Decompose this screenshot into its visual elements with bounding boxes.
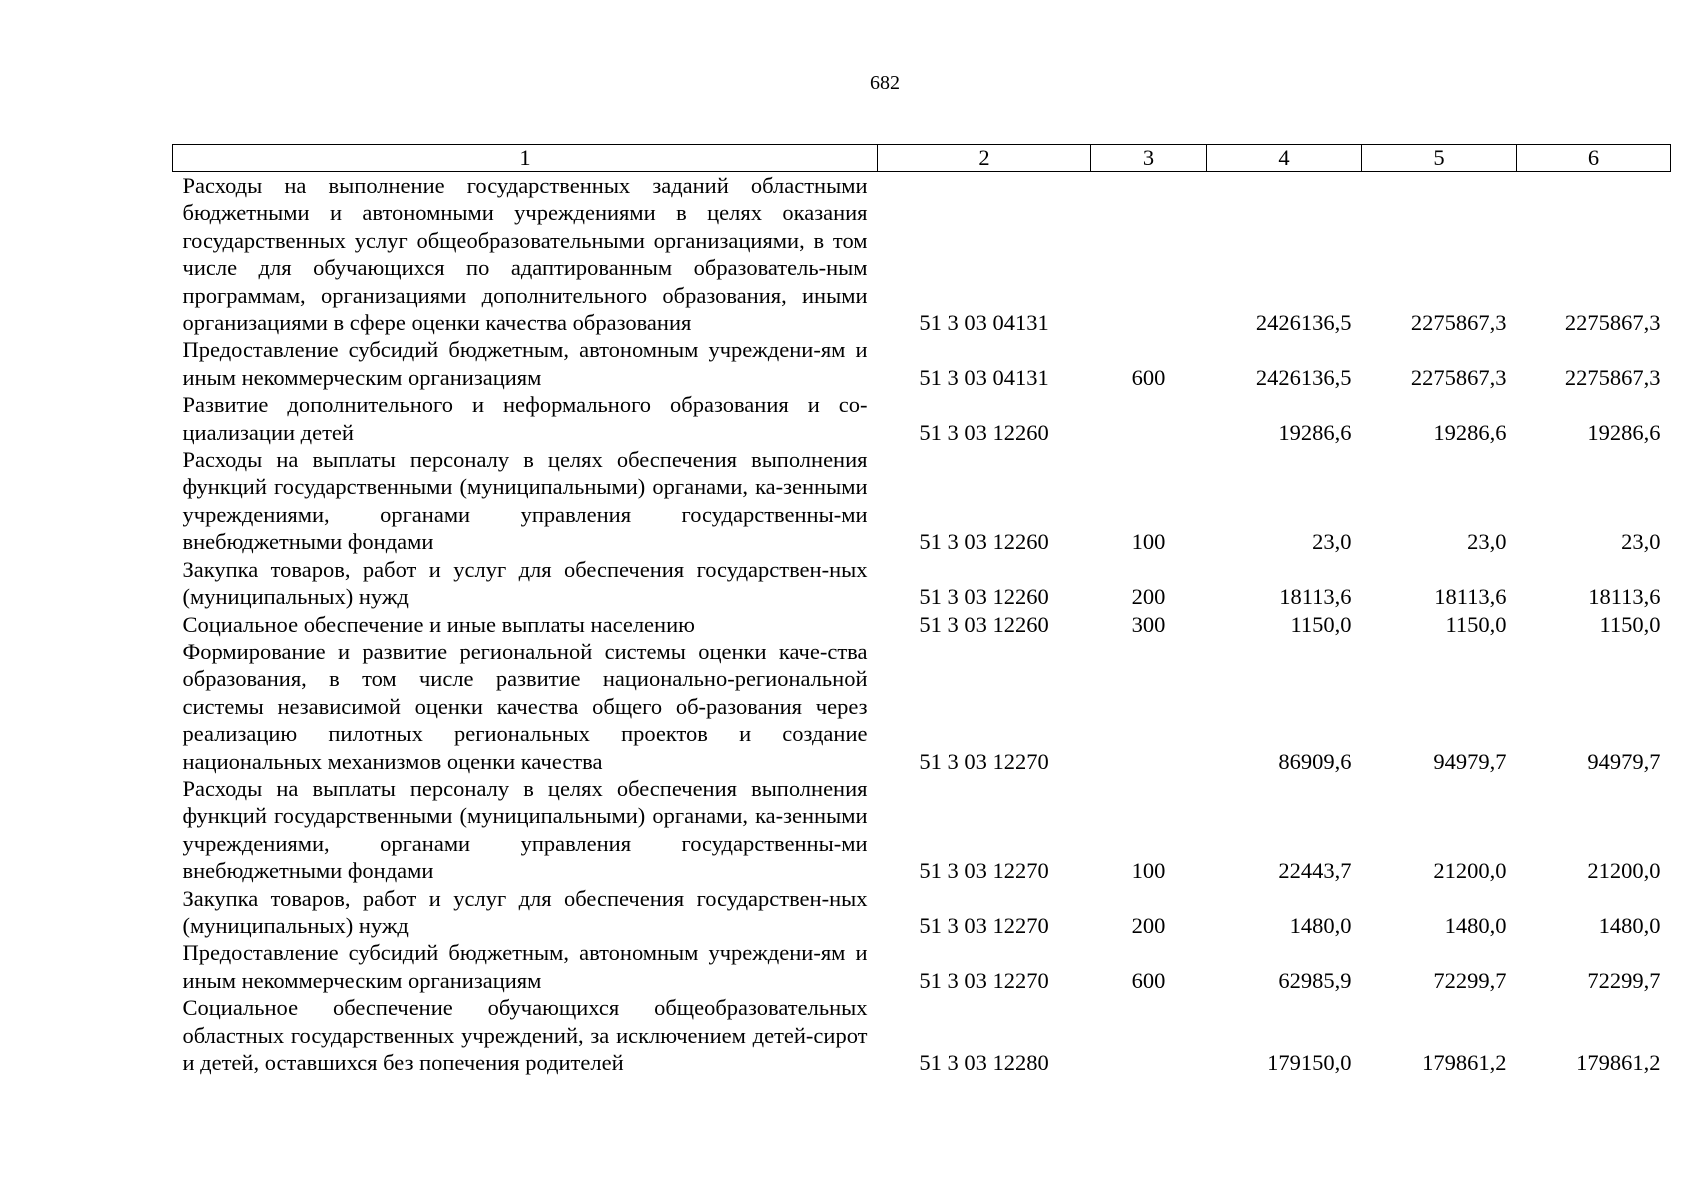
row-target-code: 51 3 03 04131 xyxy=(919,310,1049,336)
row-expense-type xyxy=(1091,638,1207,775)
budget-table xyxy=(172,144,1671,1076)
table-row xyxy=(173,611,1671,638)
row-amount-col5: 179861,2 xyxy=(1422,1050,1507,1075)
row-amount-col4: 2426136,5 xyxy=(1255,310,1352,336)
table-row xyxy=(173,446,1671,556)
table-header-row xyxy=(173,145,1671,172)
row-amount-col6: 2275867,3 xyxy=(1564,310,1661,336)
column-header: 2 xyxy=(878,145,1091,172)
row-amount-col5: 1150,0 xyxy=(1445,611,1507,637)
row-amount-col6: 94979,7 xyxy=(1587,748,1661,774)
row-amount-col5: 2275867,3 xyxy=(1410,364,1507,390)
row-target-code: 51 3 03 12260 xyxy=(919,529,1049,555)
row-amount-col6: 21200,0 xyxy=(1587,858,1661,884)
row-expense-type: 600 xyxy=(1131,364,1166,390)
row-description: Развитие дополнительного и неформального образования и со-циализации детей xyxy=(182,392,868,445)
row-target-code: 51 3 03 12270 xyxy=(919,748,1049,774)
row-target-code: 51 3 03 12260 xyxy=(919,419,1049,445)
row-expense-type: 600 xyxy=(1131,967,1166,993)
row-amount-col4: 62985,9 xyxy=(1278,967,1352,993)
row-description: Закупка товаров, работ и услуг для обеспечения государствен-ных (муниципальных) нужд xyxy=(182,885,868,938)
row-amount-col6: 1480,0 xyxy=(1598,912,1661,938)
column-header: 1 xyxy=(173,145,878,172)
row-description: Предоставление субсидий бюджетным, автономным учреждени-ям и иным некоммерческим организациям xyxy=(182,337,868,390)
row-amount-col5: 23,0 xyxy=(1467,529,1507,555)
row-description: Расходы на выплаты персоналу в целях обеспечения выполнения функций государственными (муниципальными) органами, ка-зенными учреждениями, органами управления государственны-ми внебюджетными фондами xyxy=(182,447,868,555)
row-amount-col5: 1480,0 xyxy=(1444,912,1507,938)
row-amount-col4: 179150,0 xyxy=(1267,1050,1352,1075)
row-amount-col4: 22443,7 xyxy=(1278,858,1352,884)
column-header: 6 xyxy=(1517,145,1671,172)
row-expense-type: 200 xyxy=(1131,912,1166,938)
row-expense-type: 100 xyxy=(1131,858,1166,884)
row-description: Социальное обеспечение обучающихся общеобразовательных областных государственных учреждений, за исключением детей-сирот и детей, оставшихся без попечения родителей xyxy=(182,995,868,1075)
row-expense-type xyxy=(1091,172,1207,337)
row-description: Закупка товаров, работ и услуг для обеспечения государствен-ных (муниципальных) нужд xyxy=(182,556,868,610)
row-amount-col5: 19286,6 xyxy=(1433,419,1507,445)
page-number: 682 xyxy=(870,72,900,94)
row-amount-col6: 23,0 xyxy=(1621,529,1661,555)
table-body xyxy=(173,172,1671,1077)
row-expense-type: 200 xyxy=(1131,584,1166,610)
row-amount-col6: 1150,0 xyxy=(1599,611,1661,637)
column-header: 5 xyxy=(1362,145,1517,172)
row-amount-col4: 19286,6 xyxy=(1278,419,1352,445)
row-description: Формирование и развитие региональной системы оценки каче-ства образования, в том числе развитие национально-региональной системы независимой оценки качества общего об-разования через реализацию пилотных региональных проектов и создание национальных механизмов оценки качества xyxy=(182,638,868,774)
row-amount-col5: 2275867,3 xyxy=(1410,310,1507,336)
row-amount-col4: 1480,0 xyxy=(1289,912,1352,938)
row-amount-col4: 1150,0 xyxy=(1290,611,1352,637)
row-target-code: 51 3 03 12270 xyxy=(919,967,1049,993)
row-amount-col5: 72299,7 xyxy=(1433,967,1507,993)
table-row xyxy=(173,885,1671,940)
table-row xyxy=(173,775,1671,885)
table-row xyxy=(173,638,1671,775)
row-target-code: 51 3 03 12260 xyxy=(919,611,1049,637)
column-header: 3 xyxy=(1091,145,1207,172)
row-expense-type xyxy=(1091,391,1207,446)
row-amount-col5: 94979,7 xyxy=(1433,748,1507,774)
row-amount-col6: 19286,6 xyxy=(1587,419,1661,445)
column-header: 4 xyxy=(1207,145,1362,172)
row-amount-col4: 18113,6 xyxy=(1279,584,1352,610)
table-row xyxy=(173,172,1671,337)
row-expense-type: 100 xyxy=(1131,529,1166,555)
row-description: Расходы на выполнение государственных заданий областными бюджетными и автономными учреждениями в целях оказания государственных услуг общеобразовательными организациями, в том числе для обучающихся по адаптированным образователь-ным программам, организациями дополнительного образования, иными организациями в сфере оценки качества образования xyxy=(182,173,868,336)
row-target-code: 51 3 03 12260 xyxy=(919,584,1049,610)
row-target-code: 51 3 03 12270 xyxy=(919,858,1049,884)
row-amount-col6: 179861,2 xyxy=(1576,1050,1661,1075)
row-description: Расходы на выплаты персоналу в целях обеспечения выполнения функций государственными (муниципальными) органами, ка-зенными учреждениями, органами управления государственны-ми внебюджетными фондами xyxy=(182,775,868,884)
row-expense-type: 300 xyxy=(1131,611,1166,637)
row-description: Социальное обеспечение и иные выплаты населению xyxy=(182,611,695,637)
table-row xyxy=(173,336,1671,391)
table-row xyxy=(173,939,1671,994)
row-target-code: 51 3 03 12280 xyxy=(919,1050,1049,1075)
row-amount-col4: 86909,6 xyxy=(1278,748,1352,774)
row-amount-col6: 2275867,3 xyxy=(1564,364,1661,390)
table-row xyxy=(173,994,1671,1076)
row-amount-col5: 21200,0 xyxy=(1433,858,1507,884)
row-amount-col6: 18113,6 xyxy=(1588,584,1661,610)
row-expense-type xyxy=(1091,994,1207,1076)
row-amount-col4: 2426136,5 xyxy=(1255,364,1352,390)
row-amount-col5: 18113,6 xyxy=(1434,584,1507,610)
row-target-code: 51 3 03 04131 xyxy=(919,364,1049,390)
row-amount-col4: 23,0 xyxy=(1312,529,1352,555)
row-target-code: 51 3 03 12270 xyxy=(919,912,1049,938)
row-description: Предоставление субсидий бюджетным, автономным учреждени-ям и иным некоммерческим организациям xyxy=(182,940,868,993)
row-amount-col6: 72299,7 xyxy=(1587,967,1661,993)
table-row xyxy=(173,391,1671,446)
table-row xyxy=(173,556,1671,611)
